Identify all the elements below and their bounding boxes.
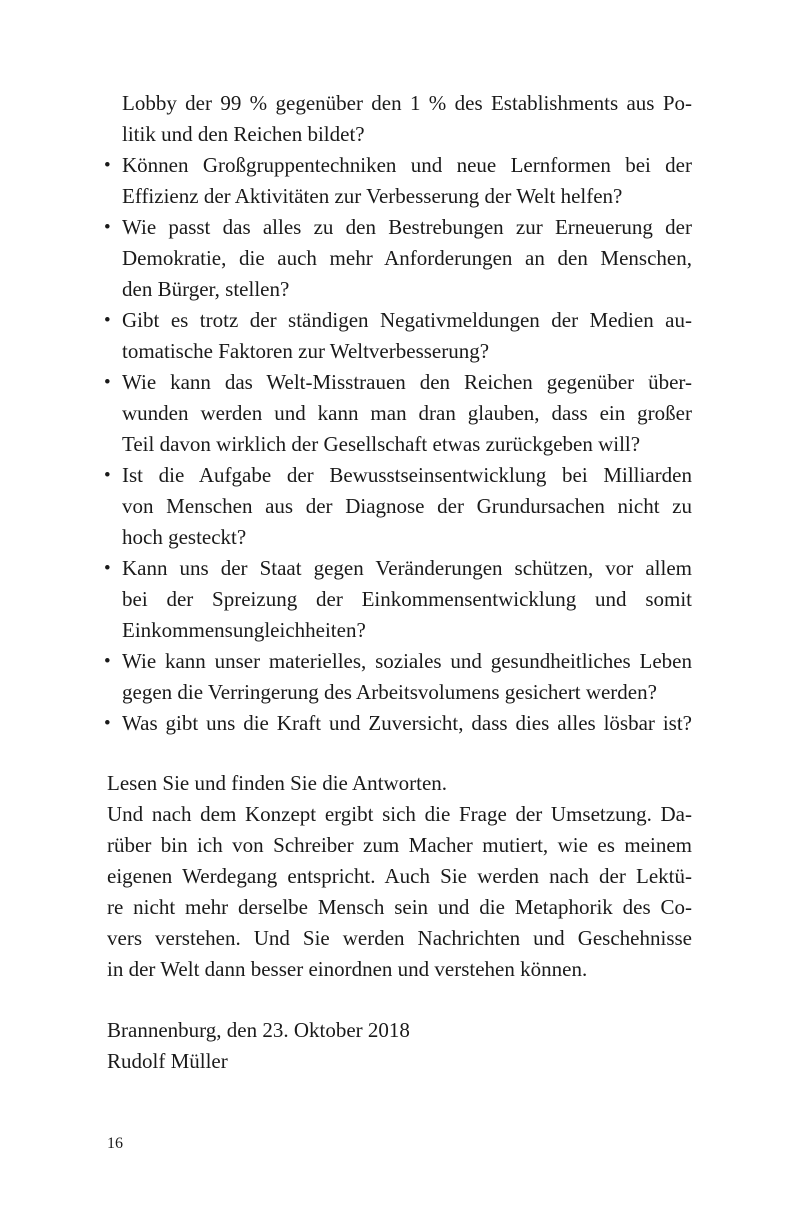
bullet-6-line-2: von Menschen aus der Diagnose der Grundursachen nicht zu [122, 494, 692, 518]
bullet-7-line-2: bei der Spreizung der Einkommensentwicklung und somit [122, 587, 692, 611]
bullet-5-icon: • [104, 372, 111, 393]
bullet-6-line-1: Ist die Aufgabe der Bewusstseinsentwicklung bei Milliarden [122, 463, 692, 487]
bullet-8-icon: • [104, 651, 111, 672]
paragraph-line-5: re nicht mehr derselbe Mensch sein und die Metaphorik des Co- [107, 895, 692, 919]
bullet-6-line-3: hoch gesteckt? [122, 525, 247, 549]
bullet-2-line-1: Können Großgruppentechniken und neue Lernformen bei der [122, 153, 692, 177]
bullet-2-icon: • [104, 155, 111, 176]
bullet-3-line-1: Wie passt das alles zu den Bestrebungen zur Erneuerung der [122, 215, 692, 239]
bullet-7-line-3: Einkommensungleichheiten? [122, 618, 366, 642]
bullet-1-line-1: Lobby der 99 % gegenüber den 1 % des Establishments aus Po- [122, 91, 692, 115]
paragraph-line-7: in der Welt dann besser einordnen und verstehen können. [107, 957, 588, 981]
bullet-9-line-1: Was gibt uns die Kraft und Zuversicht, dass dies alles lösbar ist? [122, 711, 692, 735]
bullet-5-line-1: Wie kann das Welt-Misstrauen den Reichen gegenüber über- [122, 370, 692, 394]
bullet-5-line-3: Teil davon wirklich der Gesellschaft etwas zurückgeben will? [122, 432, 641, 456]
bullet-8-line-1: Wie kann unser materielles, soziales und gesundheitliches Leben [122, 649, 692, 673]
bullet-1-line-2: litik und den Reichen bildet? [122, 122, 365, 146]
paragraph-line-4: eigenen Werdegang entspricht. Auch Sie werden nach der Lektü- [107, 864, 692, 888]
bullet-9-icon: • [104, 713, 111, 734]
paragraph-line-1: Lesen Sie und finden Sie die Antworten. [107, 771, 448, 795]
bullet-5-line-2: wunden werden und kann man dran glauben, dass ein großer [122, 401, 692, 425]
bullet-7-icon: • [104, 558, 111, 579]
bullet-3-line-3: den Bürger, stellen? [122, 277, 290, 301]
bullet-7-line-1: Kann uns der Staat gegen Veränderungen schützen, vor allem [122, 556, 692, 580]
bullet-2-line-2: Effizienz der Aktivitäten zur Verbesserung der Welt helfen? [122, 184, 623, 208]
paragraph-line-2: Und nach dem Konzept ergibt sich die Frage der Umsetzung. Da- [107, 802, 692, 826]
paragraph-line-6: vers verstehen. Und Sie werden Nachrichten und Geschehnisse [107, 926, 692, 950]
bullet-8-line-2: gegen die Verringerung des Arbeitsvolumens gesichert werden? [122, 680, 657, 704]
bullet-6-icon: • [104, 465, 111, 486]
bullet-4-line-1: Gibt es trotz der ständigen Negativmeldungen der Medien au- [122, 308, 692, 332]
bullet-4-line-2: tomatische Faktoren zur Weltverbesserung? [122, 339, 490, 363]
page-number: 16 [107, 1135, 123, 1152]
bullet-3-line-2: Demokratie, die auch mehr Anforderungen an den Menschen, [122, 246, 692, 270]
signature-place-date: Brannenburg, den 23. Oktober 2018 [107, 1018, 410, 1042]
signature-author: Rudolf Müller [107, 1049, 228, 1073]
bullet-4-icon: • [104, 310, 111, 331]
bullet-3-icon: • [104, 217, 111, 238]
paragraph-line-3: rüber bin ich von Schreiber zum Macher mutiert, wie es meinem [107, 833, 692, 857]
